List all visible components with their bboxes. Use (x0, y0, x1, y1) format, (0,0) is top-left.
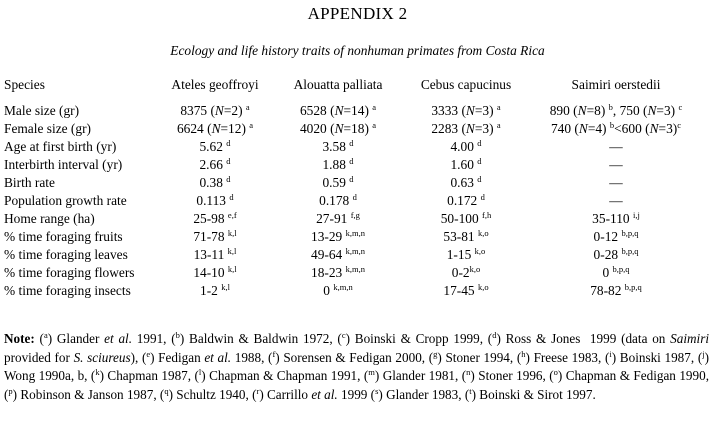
table-row (4, 174, 703, 192)
table-cell: 17-45 $^{k,o}$ (443, 282, 489, 298)
table-row (4, 102, 703, 120)
table-row (4, 228, 703, 246)
table-cell: — (609, 139, 623, 154)
table-cell: 50-100 $^{f,h}$ (440, 210, 492, 226)
table-cell: — (609, 157, 623, 172)
table-row (4, 264, 703, 282)
table-header-row (4, 76, 703, 94)
row-label: Interbirth interval (yr) (4, 157, 123, 172)
table-cell: — (609, 193, 623, 208)
table-cell: 1.88 $^d$ (322, 156, 354, 172)
table-cell: 0.113 $^d$ (196, 192, 234, 208)
row-label: Age at first birth (yr) (4, 139, 117, 154)
table-row (4, 192, 703, 210)
table-cell: 13-11 $^{k,l}$ (193, 246, 237, 262)
table-row (4, 246, 703, 264)
table-cell: 1-2 $^{k,l}$ (200, 282, 230, 298)
table-cell: 25-98 $^{e,f}$ (193, 210, 237, 226)
table-row (4, 210, 703, 228)
table-cell: 6624 (N=12) $^a$ (176, 120, 254, 136)
table-cell: 3.58 $^d$ (322, 138, 354, 154)
table-row (4, 282, 703, 300)
table-cell: 71-78 $^{k,l}$ (193, 228, 237, 244)
table-cell: 0 $^{k,m,n}$ (323, 282, 353, 298)
table-cell: 0.178 $^d$ (319, 192, 357, 208)
table-cell: 6528 (N=14) $^a$ (299, 102, 377, 118)
table-cell: 53-81 $^{k,o}$ (443, 228, 489, 244)
table-cell: 49-64 $^{k,m,n}$ (311, 246, 365, 262)
table-cell: — (609, 175, 623, 190)
table-cell: 0-2$^{k,o}$ (451, 264, 481, 280)
references-note (4, 330, 709, 404)
row-label: Male size (gr) (4, 103, 80, 118)
table-cell: 0.172 $^d$ (447, 192, 485, 208)
table-body (4, 102, 703, 300)
table-cell: 0.63 $^d$ (450, 174, 482, 190)
appendix-title: APPENDIX 2 (307, 4, 408, 23)
table-cell: 35-110 $^{i,j}$ (592, 210, 640, 226)
table-cell: 2283 (N=3) $^a$ (431, 120, 501, 136)
table-cell: 18-23 $^{k,m,n}$ (311, 264, 365, 280)
table-cell: 13-29 $^{k,m,n}$ (311, 228, 365, 244)
table-row (4, 120, 703, 138)
table-cell: 0 $^{b,p,q}$ (602, 264, 630, 280)
row-label: Population growth rate (4, 193, 127, 208)
header-ateles: Ateles geoffroyi (171, 77, 259, 92)
header-species: Species (4, 77, 45, 92)
traits-table (4, 76, 703, 300)
note-label: Note: (4, 331, 35, 346)
row-label: Birth rate (4, 175, 55, 190)
header-cebus: Cebus capucinus (420, 77, 512, 92)
row-label: % time foraging flowers (4, 265, 135, 280)
header-saimiri: Saimiri oerstedii (571, 77, 661, 92)
table-cell: 8375 (N=2) $^a$ (180, 102, 250, 118)
header-alouatta: Alouatta palliata (293, 77, 383, 92)
row-label: % time foraging fruits (4, 229, 123, 244)
table-cell: 0.59 $^d$ (322, 174, 354, 190)
table-subtitle: Ecology and life history traits of nonhuman primates from Costa Rica (170, 43, 545, 58)
table-cell: 78-82 $^{b,p,q}$ (590, 282, 642, 298)
table-cell: 0-12 $^{b,p,q}$ (593, 228, 639, 244)
table-cell: 27-91 $^{f,g}$ (316, 210, 360, 226)
table-cell: 4.00 $^d$ (450, 138, 482, 154)
table-cell: 2.66 $^d$ (199, 156, 231, 172)
table-cell: 890 (N=8) $^b$, 750 (N=3) $^c$ (549, 102, 683, 118)
row-label: % time foraging leaves (4, 247, 128, 262)
table-cell: 3333 (N=3) $^a$ (431, 102, 501, 118)
table-cell: 4020 (N=18) $^a$ (299, 120, 377, 136)
row-label: Female size (gr) (4, 121, 91, 136)
table-cell: 1.60 $^d$ (450, 156, 482, 172)
table-cell: 1-15 $^{k,o}$ (446, 246, 486, 262)
table-cell: 5.62 $^d$ (199, 138, 231, 154)
table-cell: 14-10 $^{k,l}$ (193, 264, 237, 280)
row-label: Home range (ha) (4, 211, 95, 226)
note-text: ($^a$) Glander et al. 1991, ($^b$) Baldwin & Baldwin 1972, ($^c$) Boinski & Cropp 1999, ($^d$) Ross & Jones 1999 (data on Saimiri provided for S. sciureus), ($^e$) Fedigan et al. 1988, ($^f$) Sorensen & Fedigan 2000, ($^g$) Stoner 1994, ($^h$) Freese 1983, ($^i$) Boinski 1987, ($^j$) Wong 1990a, b, ($^k$) Chapman 1987, ($^l$) Chapman & Chapman 1991, ($^m$) Glander 1981, ($^n$) Stoner 1996, ($^o$) Chapman & Fedigan 1990, ($^p$) Robinson & Janson 1987, ($^q$) Schultz 1940, ($^r$) Carrillo et al. 1999 ($^s$) Glander 1983, ($^t$) Boinski & Sirot 1997. (4, 330, 710, 402)
table-row (4, 156, 703, 174)
row-label: % time foraging insects (4, 283, 131, 298)
table-cell: 0.38 $^d$ (199, 174, 231, 190)
table-cell: 0-28 $^{b,p,q}$ (593, 246, 639, 262)
table-row (4, 138, 703, 156)
table-cell: 740 (N=4) $^b$<600 (N=3)$^c$ (550, 120, 682, 136)
